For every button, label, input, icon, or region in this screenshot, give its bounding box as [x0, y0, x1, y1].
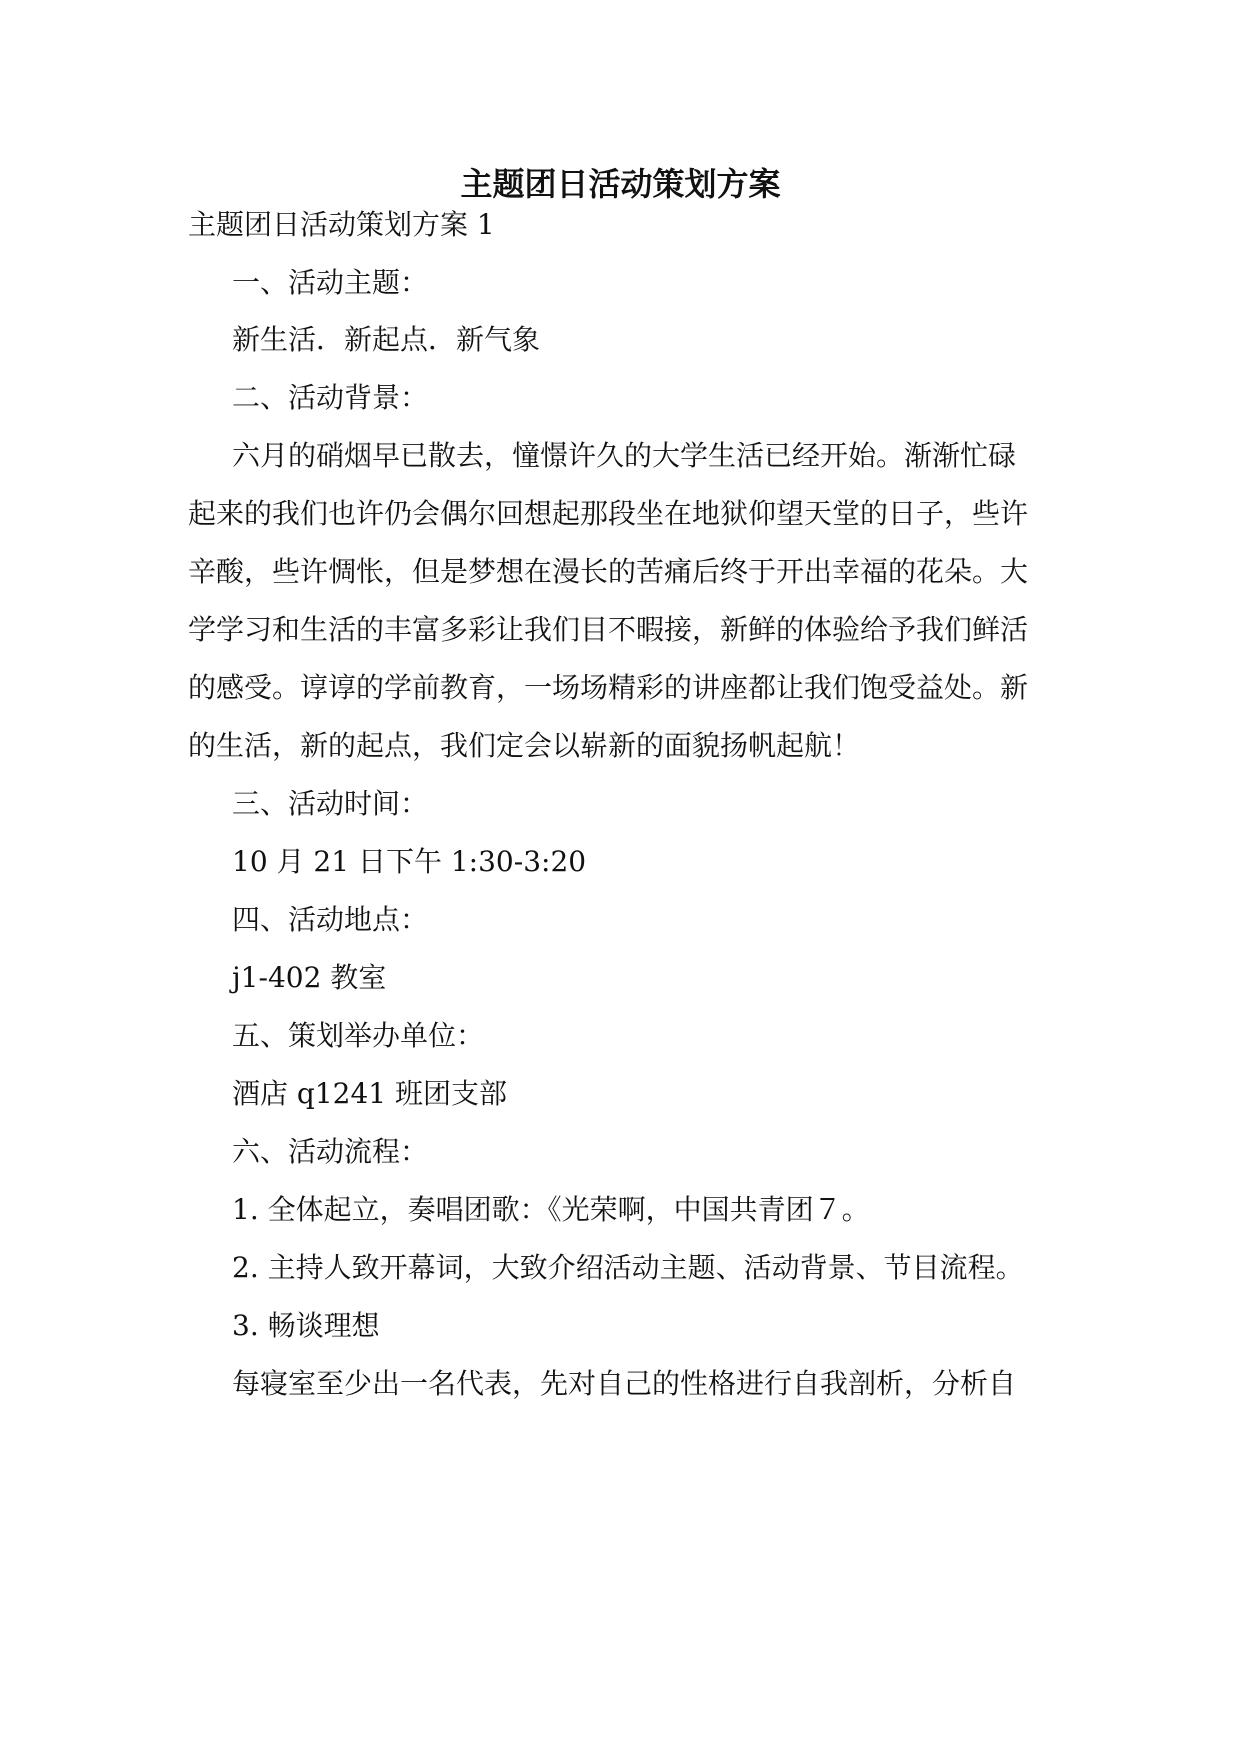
flow-item: 1. 全体起立，奏唱团歌：《光荣啊，中国共青团７。 [232, 1193, 870, 1226]
section-heading-organizer: 五、策划举办单位： [232, 1019, 485, 1052]
background-paragraph-line: 六月的硝烟早已散去，憧憬许久的大学生活已经开始。渐渐忙碌 [232, 439, 1017, 472]
background-paragraph-line: 的生活，新的起点，我们定会以崭新的面貌扬帆起航！ [188, 729, 861, 762]
location-text: j1-402 教室 [232, 961, 387, 994]
background-paragraph-line: 辛酸，些许惆怅，但是梦想在漫长的苦痛后终于开出幸福的花朵。大 [188, 555, 1029, 588]
discussion-paragraph-line: 每寝室至少出一名代表，先对自己的性格进行自我剖析，分析自 [232, 1367, 1017, 1400]
document-subtitle: 主题团日活动策划方案 1 [188, 208, 495, 241]
organizer-text: 酒店 q1241 班团支部 [232, 1077, 507, 1110]
section-heading-time: 三、活动时间： [232, 787, 429, 820]
flow-item: 2. 主持人致开幕词，大致介绍活动主题、活动背景、节目流程。 [232, 1251, 1024, 1284]
background-paragraph-line: 起来的我们也许仍会偶尔回想起那段坐在地狱仰望天堂的日子，些许 [188, 497, 1029, 530]
section-heading-theme: 一、活动主题： [232, 266, 429, 299]
document-title: 主题团日活动策划方案 [460, 165, 781, 203]
theme-text: 新生活．新起点．新气象 [232, 323, 541, 356]
section-heading-flow: 六、活动流程： [232, 1135, 429, 1168]
background-paragraph-line: 学学习和生活的丰富多彩让我们目不暇接，新鲜的体验给予我们鲜活 [188, 613, 1029, 646]
section-heading-background: 二、活动背景： [232, 381, 429, 414]
section-heading-location: 四、活动地点： [232, 903, 429, 936]
flow-item: 3. 畅谈理想 [232, 1309, 380, 1342]
time-text: 10 月 21 日下午 1:30-3:20 [232, 845, 587, 878]
background-paragraph-line: 的感受。谆谆的学前教育，一场场精彩的讲座都让我们饱受益处。新 [188, 671, 1029, 704]
